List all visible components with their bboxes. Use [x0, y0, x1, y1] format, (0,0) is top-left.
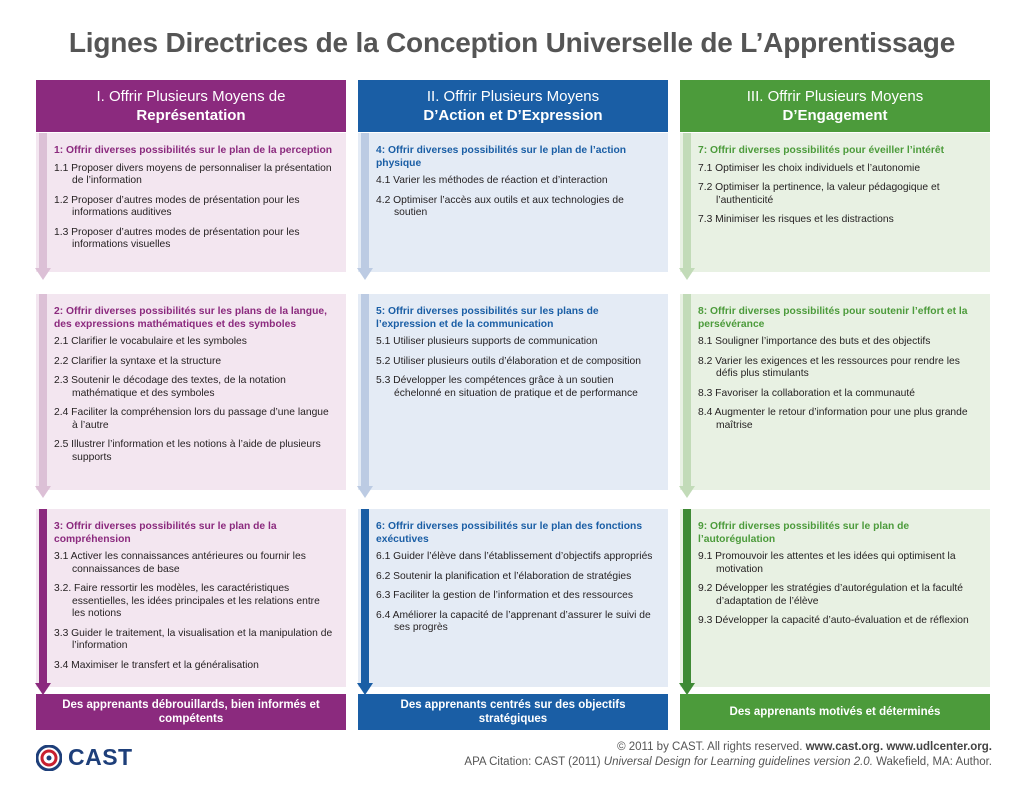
column-header: I. Offrir Plusieurs Moyens de Représentation: [36, 80, 346, 132]
column-representation: [36, 80, 346, 671]
arrow-down-icon: [361, 294, 369, 486]
arrow-head-icon: [35, 268, 51, 280]
checkpoint-item: 2.4 Faciliter la compréhension lors du passage d’une langue à l’autre: [54, 407, 329, 431]
copyright-line: © 2011 by CAST. All rights reserved. www.cast.org. www.udlcenter.org.: [617, 741, 992, 753]
guideline-title: 6: Offrir diverses possibilités sur le plan des fonctions exécutives: [376, 521, 643, 545]
arrow-down-icon: [683, 509, 691, 683]
checkpoint-item: 8.1 Souligner l’importance des buts et des objectifs: [698, 336, 931, 347]
arrow-down-icon: [39, 509, 47, 683]
checkpoint-item: 2.1 Clarifier le vocabulaire et les symboles: [54, 336, 247, 347]
checkpoint-item: 8.2 Varier les exigences et les ressources pour rendre les défis plus stimulants: [698, 355, 960, 379]
checkpoint-item: 2.5 Illustrer l’information et les notions à l’aide de plusieurs supports: [54, 439, 321, 463]
guideline-title: 1: Offrir diverses possibilités sur le plan de la perception: [54, 145, 333, 156]
arrow-down-icon: [361, 133, 369, 268]
guideline-section: [358, 509, 668, 687]
guideline-section: [680, 294, 990, 490]
cast-logo[interactable]: [36, 744, 133, 771]
arrow-head-icon: [679, 486, 695, 498]
checkpoint-item: 6.3 Faciliter la gestion de l’information et des ressources: [376, 590, 633, 601]
arrow-down-icon: [361, 509, 369, 683]
checkpoint-item: 5.1 Utiliser plusieurs supports de communication: [376, 336, 598, 347]
guideline-section: [358, 133, 668, 272]
arrow-down-icon: [39, 294, 47, 486]
arrow-head-icon: [357, 486, 373, 498]
arrow-head-icon: [35, 486, 51, 498]
column-header: II. Offrir Plusieurs Moyens D’Action et D’Expression: [358, 80, 668, 132]
cast-logo-icon: [36, 745, 62, 771]
checkpoint-item: 5.3 Développer les compétences grâce à un soutien échelonné en situation de pratique et de performance: [376, 375, 638, 399]
checkpoint-item: 1.2 Proposer d’autres modes de présentation pour les informations auditives: [54, 194, 300, 218]
guideline-section: [680, 509, 990, 687]
guideline-section: [36, 509, 346, 687]
checkpoint-item: 9.3 Développer la capacité d’auto-évaluation et de réflexion: [698, 615, 969, 626]
guideline-title: 8: Offrir diverses possibilités pour soutenir l’effort et la persévérance: [698, 306, 968, 330]
column-action-expression: [358, 80, 668, 633]
guideline-title: 2: Offrir diverses possibilités sur les plans de la langue, des expressions mathématiques et des symboles: [54, 306, 327, 330]
arrow-head-icon: [679, 268, 695, 280]
checkpoint-item: 7.3 Minimiser les risques et les distractions: [698, 214, 894, 225]
checkpoint-item: 7.2 Optimiser la pertinence, la valeur pédagogique et l’authenticité: [698, 182, 940, 206]
guideline-section: [358, 294, 668, 490]
guideline-title: 7: Offrir diverses possibilités pour éveiller l’intérêt: [698, 145, 945, 156]
column-outcome-3: Des apprenants motivés et déterminés: [680, 694, 990, 730]
guideline-title: 4: Offrir diverses possibilités sur le plan de l’action physique: [376, 145, 627, 169]
citation-line: APA Citation: CAST (2011) Universal Design for Learning guidelines version 2.0. Wakefield, MA: Author.: [464, 756, 992, 768]
page-title: Lignes Directrices de la Conception Universelle de L’Apprentissage: [68, 27, 956, 58]
copyright-urls[interactable]: www.cast.org. www.udlcenter.org.: [805, 741, 992, 753]
arrow-down-icon: [39, 133, 47, 268]
checkpoint-item: 9.1 Promouvoir les attentes et les idées qui optimisent la motivation: [698, 551, 956, 575]
checkpoint-item: 3.4 Maximiser le transfert et la généralisation: [54, 659, 259, 671]
guideline-title: 9: Offrir diverses possibilités sur le plan de l’autorégulation: [698, 521, 910, 545]
checkpoint-item: 3.1 Activer les connaissances antérieures ou fournir les connaissances de base: [54, 551, 306, 575]
copyright-block: [464, 740, 992, 770]
column-outcome-2: Des apprenants centrés sur des objectifs stratégiques: [358, 694, 668, 730]
guideline-title: 3: Offrir diverses possibilités sur le plan de la compréhension: [54, 521, 277, 545]
checkpoint-item: 7.1 Optimiser les choix individuels et l’autonomie: [698, 162, 921, 174]
column-engagement: [680, 80, 990, 626]
checkpoint-item: 3.3 Guider le traitement, la visualisation et la manipulation de l’information: [54, 627, 333, 651]
checkpoint-item: 2.3 Soutenir le décodage des textes, de la notation mathématique et des symboles: [54, 375, 286, 399]
checkpoint-item: 6.4 Améliorer la capacité de l’apprenant d’assurer le suivi de ses progrès: [376, 609, 651, 633]
arrow-down-icon: [683, 294, 691, 486]
checkpoint-item: 4.2 Optimiser l’accès aux outils et aux technologies de soutien: [376, 194, 624, 218]
guideline-section: [36, 294, 346, 490]
checkpoint-item: 1.3 Proposer d’autres modes de présentation pour les informations visuelles: [54, 226, 300, 250]
arrow-head-icon: [357, 268, 373, 280]
checkpoint-item: 8.4 Augmenter le retour d’information pour une plus grande maîtrise: [698, 407, 968, 431]
guideline-section: [680, 133, 990, 272]
column-outcome-1: Des apprenants débrouillards, bien informés et compétents: [36, 694, 346, 730]
checkpoint-item: 6.2 Soutenir la planification et l’élaboration de stratégies: [376, 570, 632, 582]
checkpoint-item: 9.2 Développer les stratégies d’autorégulation et la faculté d’adaptation de l’élève: [698, 583, 964, 607]
checkpoint-item: 4.1 Varier les méthodes de réaction et d’interaction: [376, 175, 608, 186]
cast-logo-text: CAST: [68, 744, 133, 770]
checkpoint-item: 1.1 Proposer divers moyens de personnaliser la présentation de l’information: [54, 162, 332, 186]
column-header: III. Offrir Plusieurs Moyens D’Engagement: [680, 80, 990, 132]
checkpoint-item: 5.2 Utiliser plusieurs outils d’élaboration et de composition: [376, 355, 641, 367]
checkpoint-item: 2.2 Clarifier la syntaxe et la structure: [54, 355, 222, 367]
guideline-title: 5: Offrir diverses possibilités sur les plans de l’expression et de la communication: [376, 306, 599, 330]
arrow-down-icon: [683, 133, 691, 268]
checkpoint-item: 3.2. Faire ressortir les modèles, les caractéristiques essentielles, les idées principales et les relations entre les notions: [54, 583, 320, 619]
checkpoint-item: 6.1 Guider l’élève dans l’établissement d’objectifs appropriés: [376, 551, 653, 562]
checkpoint-item: 8.3 Favoriser la collaboration et la communauté: [698, 387, 915, 399]
guideline-section: [36, 133, 346, 272]
